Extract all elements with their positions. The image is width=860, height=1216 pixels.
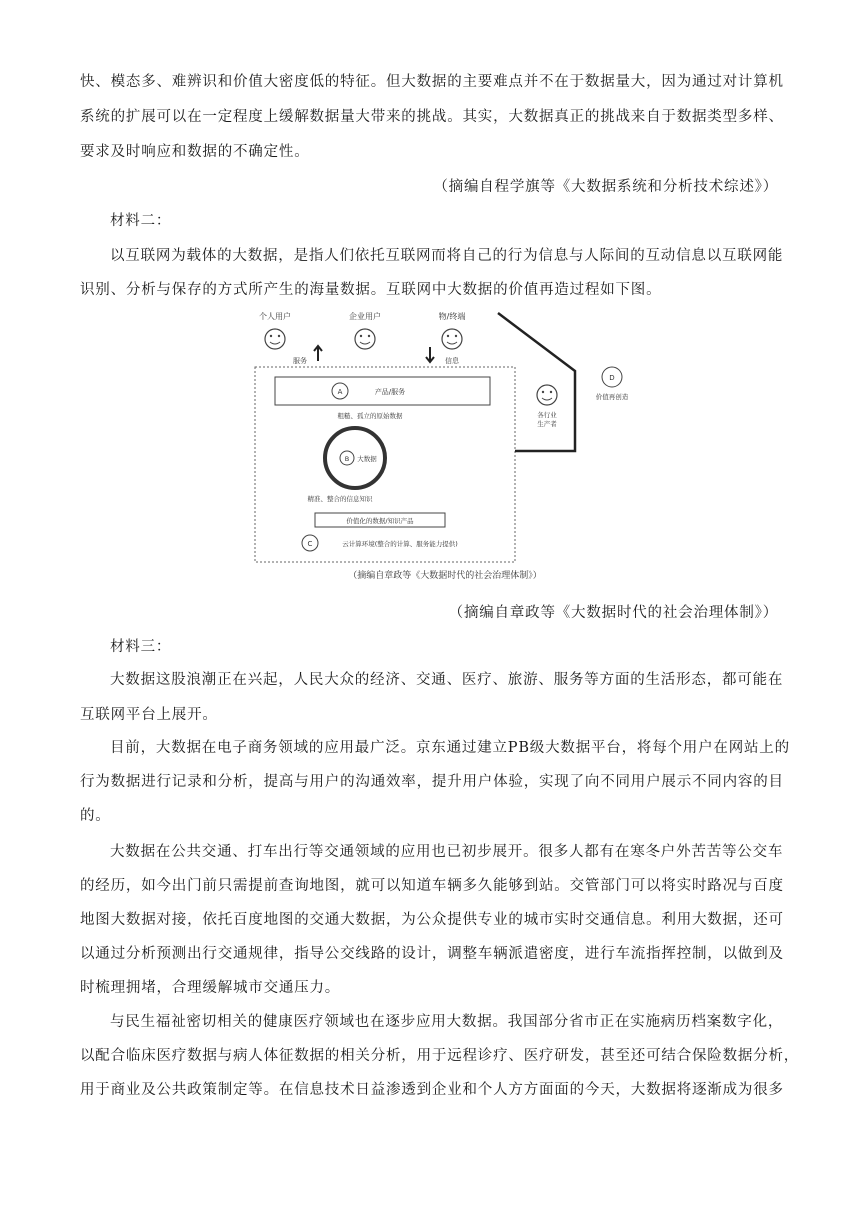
smiley-icon xyxy=(537,385,557,405)
product-label: 产品/服务 xyxy=(374,388,406,396)
label-iot-user: 物/终端 xyxy=(438,312,466,321)
source-1: （摘编自程学旗等《大数据系统和分析技术综述》） xyxy=(433,179,778,195)
line-p2-2: 识别、分析与保存的方式所产生的海量数据。互联网中大数据的价值再造过程如下图。 xyxy=(80,282,662,298)
line-p4-3: 的。 xyxy=(80,808,111,824)
value-recreation-diagram xyxy=(230,305,630,590)
line-p5-4: 以通过分析预测出行交通规律，指导公交线路的设计，调整车辆派遣密度，进行车流指挥控制，以做到及 xyxy=(80,946,784,962)
line-p1-2: 系统的扩展可以在一定程度上缓解数据量大带来的挑战。其实，大数据真正的挑战来自于数据类型多样、 xyxy=(80,109,784,125)
valued-label: 价值化的数据/知识产品 xyxy=(346,517,414,525)
label-info: 信息 xyxy=(445,357,459,365)
node-d-label: D xyxy=(609,374,615,382)
line-p1-1: 快、模态多、难辨识和价值大密度低的特征。但大数据的主要难点并不在于数据量大，因为通过对计算机 xyxy=(80,74,784,90)
smiley-icon xyxy=(265,329,285,349)
material-3-heading: 材料三： xyxy=(110,639,172,655)
cloud-label: 云计算环境(整合的计算、服务能力提供) xyxy=(342,540,458,548)
line-p6-2: 以配合临床医疗数据与病人体征数据的相关分析，用于远程诊疗、医疗研发，甚至还可结合保险数据分析， xyxy=(80,1048,800,1064)
smiley-icon xyxy=(355,329,375,349)
label-personal-user: 个人用户 xyxy=(259,312,291,321)
line-p5-5: 时梳理拥堵，合理缓解城市交通压力。 xyxy=(80,980,341,996)
line-p1-3: 要求及时响应和数据的不确定性。 xyxy=(80,144,310,160)
smiley-icon xyxy=(442,329,462,349)
value-path-line xyxy=(498,313,575,451)
node-b-label: B xyxy=(344,455,350,463)
node-a-label: A xyxy=(337,388,343,396)
line-p3-1: 大数据这股浪潮正在兴起，人民大众的经济、交通、医疗、旅游、服务等方面的生活形态，都可能在 xyxy=(110,672,784,688)
arrow-up-icon xyxy=(314,346,322,361)
value-recreate-label: 价值再创造 xyxy=(595,393,629,401)
line-p3-2: 互联网平台上展开。 xyxy=(80,707,218,723)
line-p4-2: 行为数据进行记录和分析，提高与用户的沟通效率，提升用户体验，实现了向不同用户展示不同内容的目 xyxy=(80,774,784,790)
material-2-heading: 材料二： xyxy=(110,213,172,229)
node-c-label: C xyxy=(307,540,313,548)
producers-label-1: 各行业 xyxy=(537,411,557,419)
line-p6-3: 用于商业及公共政策制定等。在信息技术日益渗透到企业和个人方方面面的今天，大数据将逐渐成为很多 xyxy=(80,1082,784,1098)
label-service: 服务 xyxy=(293,357,307,365)
line-p4-1: 目前，大数据在电子商务领域的应用最广泛。京东通过建立PB级大数据平台，将每个用户在网站上的 xyxy=(110,740,790,756)
label-enterprise-user: 企业用户 xyxy=(349,312,381,321)
line-p5-3: 地图大数据对接，依托百度地图的交通大数据，为公众提供专业的城市实时交通信息。利用大数据，还可 xyxy=(80,912,784,928)
line-p5-2: 的经历，如今出门前只需提前查询地图，就可以知道车辆多久能够到站。交管部门可以将实时路况与百度 xyxy=(80,878,784,894)
producers-label-2: 生产者 xyxy=(537,420,557,428)
line-p5-1: 大数据在公共交通、打车出行等交通领域的应用也已初步展开。很多人都有在寒冬户外苦苦等公交车 xyxy=(110,844,784,860)
line-p6-1: 与民生福祉密切相关的健康医疗领域也在逐步应用大数据。我国部分省市正在实施病历档案数字化， xyxy=(110,1014,784,1030)
figure-caption: （摘编自章政等《大数据时代的社会治理体制》） xyxy=(348,571,542,581)
refined-label: 精准、整合的信息知识 xyxy=(307,495,373,503)
source-2: （摘编自章政等《大数据时代的社会治理体制》） xyxy=(448,605,778,621)
raw-data-label: 粗糙、孤立的原始数据 xyxy=(337,412,403,420)
arrow-down-icon xyxy=(426,347,434,362)
diagram-svg xyxy=(230,305,630,590)
line-p2-1: 以互联网为载体的大数据，是指人们依托互联网而将自己的行为信息与人际间的互动信息以互联网能 xyxy=(110,248,784,264)
big-data-label: 大数据 xyxy=(357,455,377,463)
